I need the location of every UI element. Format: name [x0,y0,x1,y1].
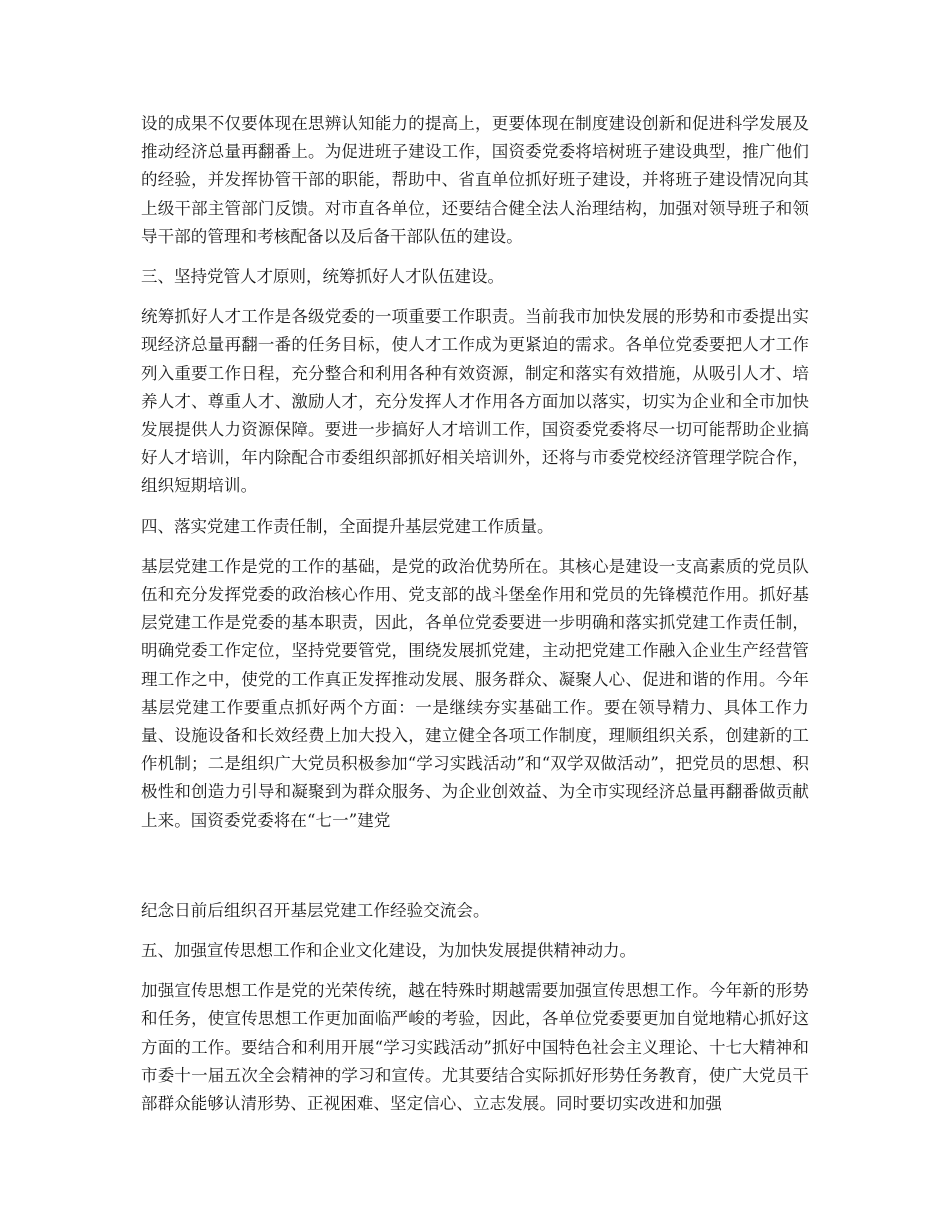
section-heading-party-building: 四、落实党建工作责任制，全面提升基层党建工作质量。 [141,516,554,536]
paragraph-talent: 统筹抓好人才工作是各级党委的一项重要工作职责。当前我市加快发展的形势和市委提出实现经济总量再翻一番的任务目标，使人才工作成为更紧迫的需求。各单位党委要把人才工作列入重要工作日程，充分整合和利用各种有效资源，制定和落实有效措施，从吸引人才、培养人才、尊重人才、激励人才，充分发挥人才作用各方面加以落实，切实为企业和全市加快发展提供人力资源保障。要进一步搞好人才培训工作，国资委党委将尽一切可能帮助企业搞好人才培训，年内除配合市委组织部抓好相关培训外，还将与市委党校经济管理学院合作，组织短期培训。 [141,307,809,496]
paragraph-class-building: 设的成果不仅要体现在思辨认知能力的提高上，更要体现在制度建设创新和促进科学发展及推动经济总量再翻番上。为促进班子建设工作，国资委党委将培树班子建设典型，推广他们的经验，并发挥协管干部的职能，帮助中、省直单位抓好班子建设，并将班子建设情况向其上级干部主管部门反馈。对市直各单位，还要结合健全法人治理结构，加强对领导班子和领导干部的管理和考核配备以及后备干部队伍的建设。 [141,114,809,246]
paragraph-party-building-continued: 纪念日前后组织召开基层党建工作经验交流会。 [141,900,490,920]
section-heading-talent: 三、坚持党管人才原则，统筹抓好人才队伍建设。 [141,267,504,287]
document-page [141,110,809,1130]
page-break-gap [141,847,809,897]
section-heading-publicity: 五、加强宣传思想工作和企业文化建设，为加快发展提供精神动力。 [141,941,636,961]
paragraph-publicity: 加强宣传思想工作是党的光荣传统，越在特殊时期越需要加强宣传思想工作。今年新的形势和任务，使宣传思想工作更加面临严峻的考验，因此，各单位党委要更加自觉地精心抓好这方面的工作。要结合和利用开展“学习实践活动”抓好中国特色社会主义理论、十七大精神和市委十一届五次全会精神的学习和宣传。尤其要结合实际抓好形势任务教育，使广大党员干部群众能够认清形势、正视困难、坚定信心、立志发展。同时要切实改进和加强 [141,981,809,1114]
paragraph-party-building: 基层党建工作是党的工作的基础，是党的政治优势所在。其核心是建设一支高素质的党员队伍和充分发挥党委的政治核心作用、党支部的战斗堡垒作用和党员的先锋模范作用。抓好基层党建工作是党委的基本职责，因此，各单位党委要进一步明确和落实抓党建工作责任制，明确党委工作定位，坚持党要管党，围绕发展抓党建，主动把党建工作融入企业生产经营管理工作之中，使党的工作真正发挥推动发展、服务群众、凝聚人心、促进和谐的作用。今年基层党建工作要重点抓好两个方面：一是继续夯实基础工作。要在领导精力、具体工作力量、设施设备和长效经费上加大投入，建立健全各项工作制度，理顺组织关系，创建新的工作机制；二是组织广大党员积极参加“学习实践活动”和“双学双做活动”，把党员的思想、积极性和创造力引导和凝聚到为群众服务、为企业创效益、为全市实现经济总量再翻番做贡献上来。国资委党委将在“七一”建党 [141,556,809,830]
